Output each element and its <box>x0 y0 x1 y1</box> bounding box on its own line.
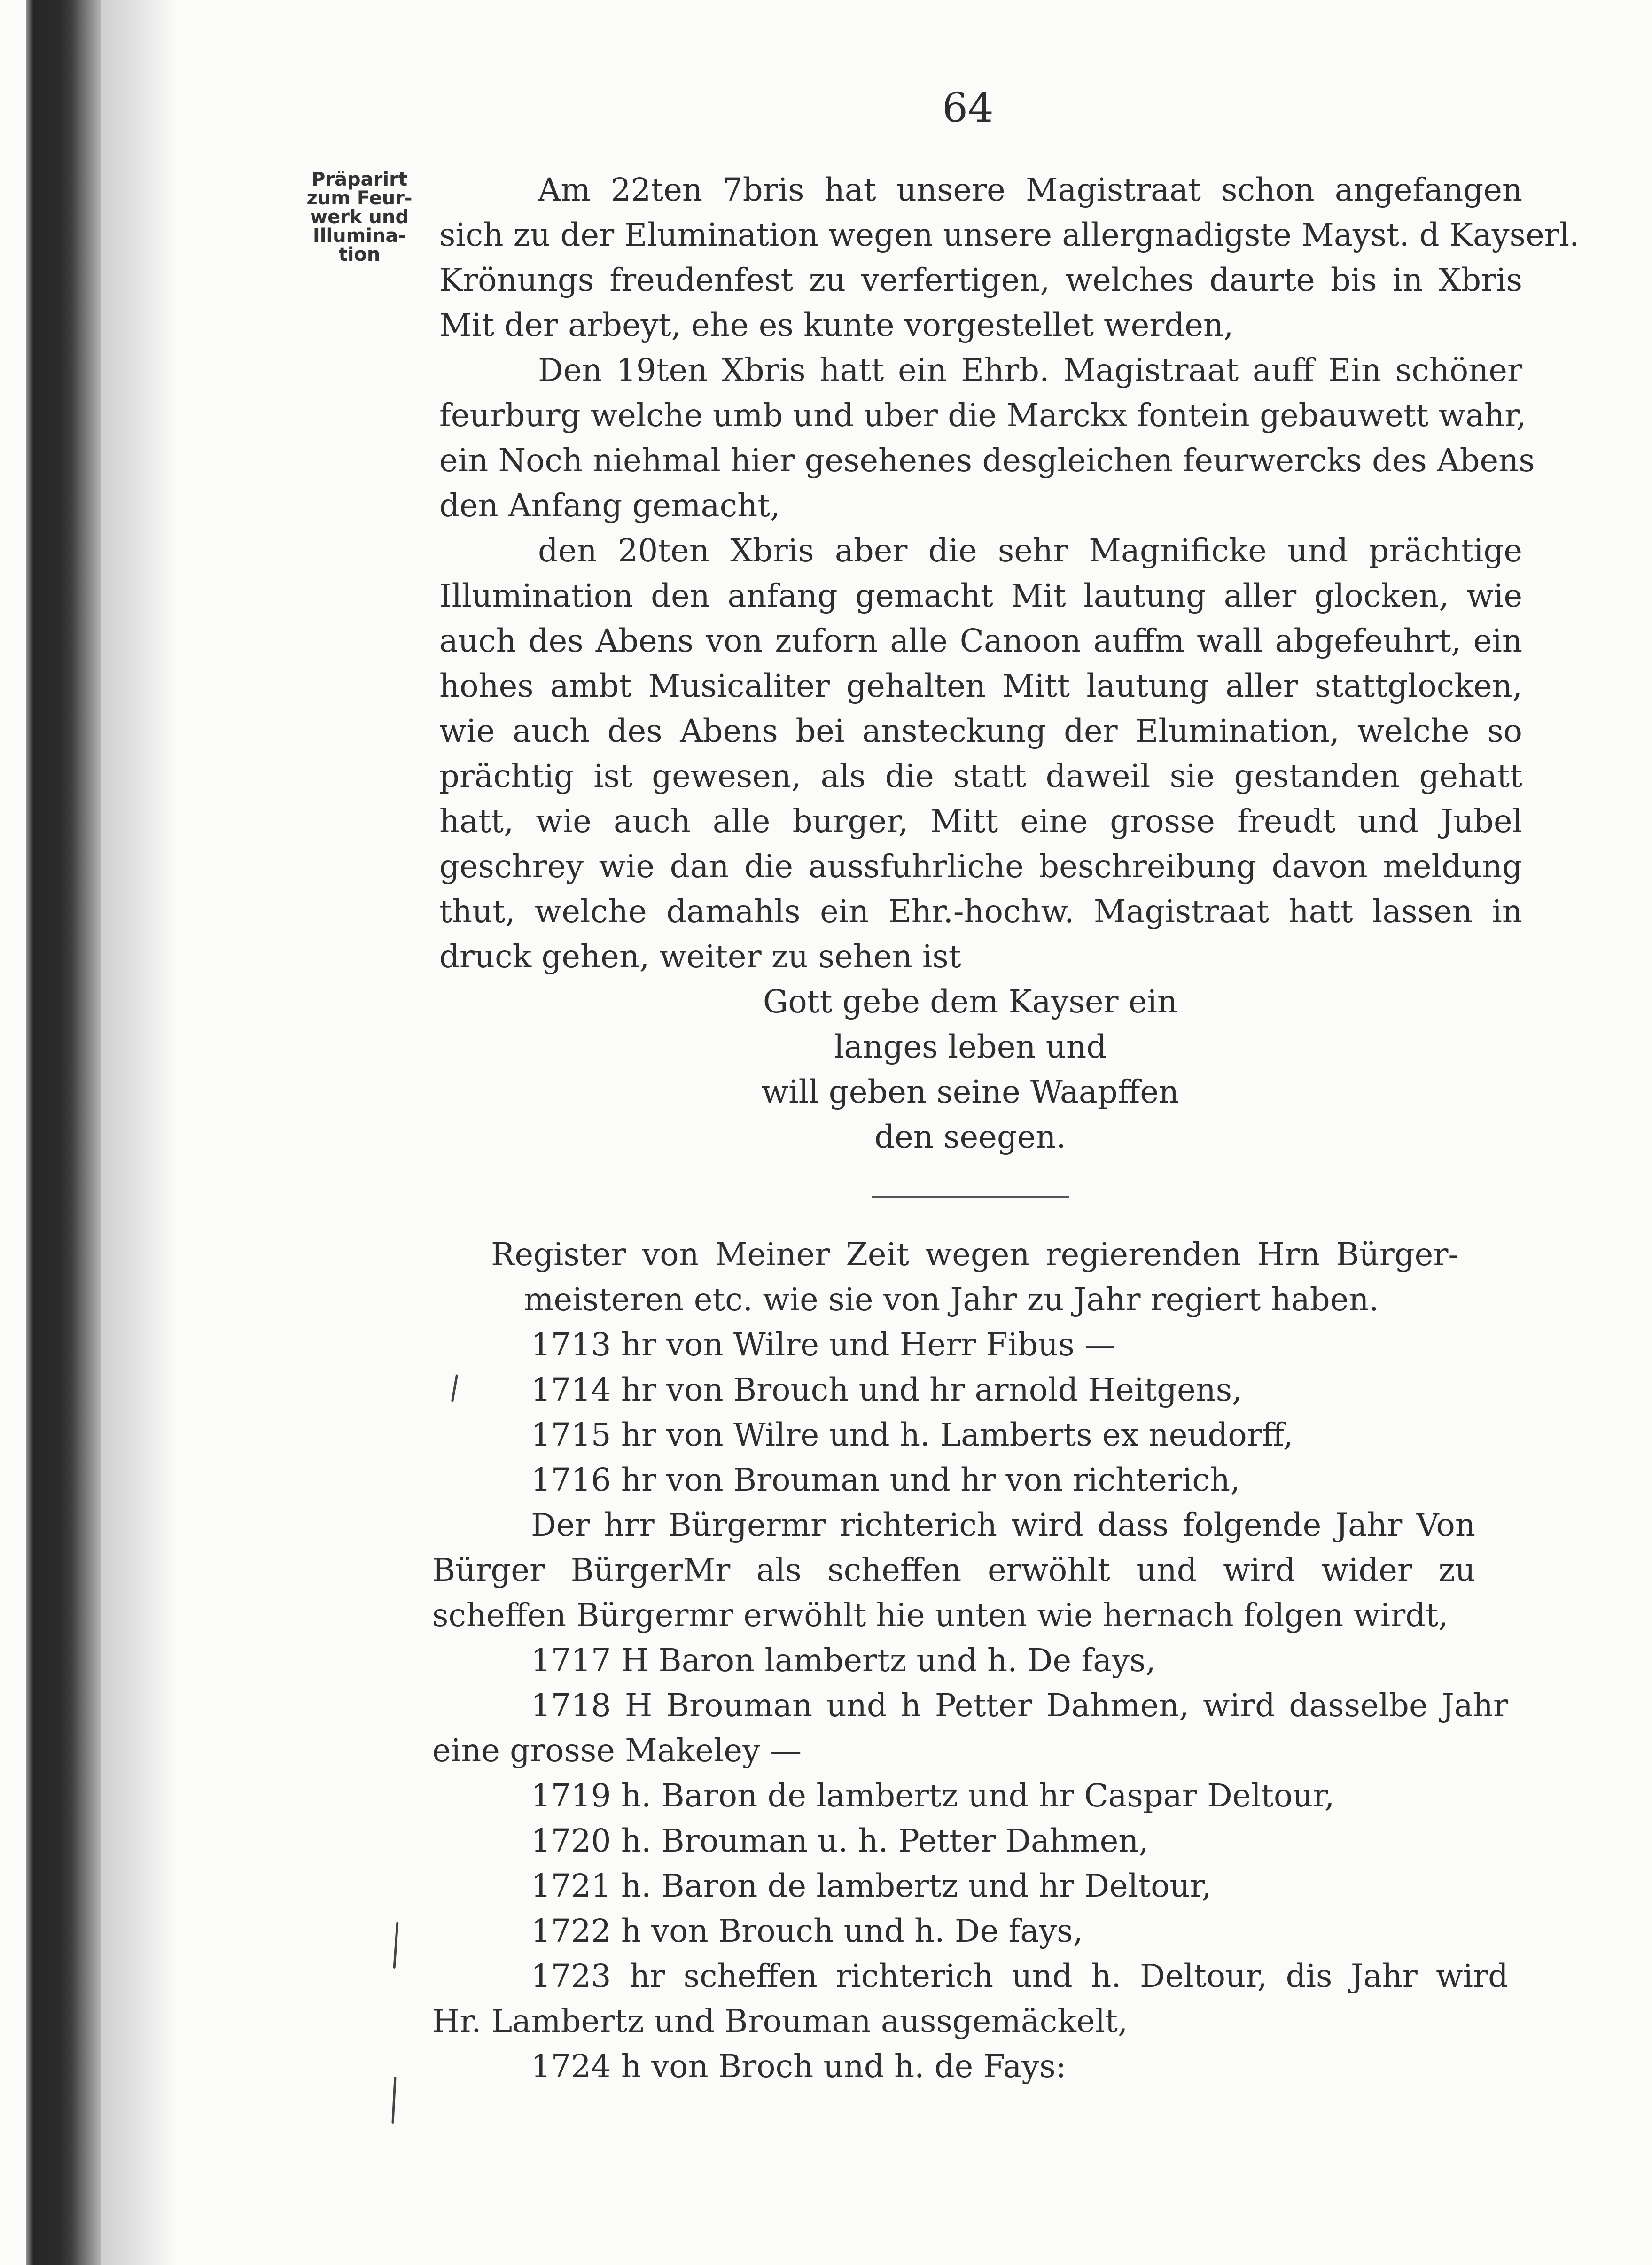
text-line: hohes ambt Musicaliter gehalten Mitt lautung aller stattglocken, <box>439 668 1522 704</box>
text-line: hatt, wie auch alle burger, Mitt eine grosse freudt und Jubel <box>439 803 1522 840</box>
verse-line: will geben seine Waapffen <box>761 1074 1179 1110</box>
text-line: auch des Abens von zuforn alle Canoon auffm wall abgefeuhrt, ein <box>439 623 1522 659</box>
register-heading-line: meisteren etc. wie sie von Jahr zu Jahr regiert haben. <box>524 1281 1379 1318</box>
margin-note-line: Präparirt <box>312 169 407 190</box>
register-entry: 1717 H Baron lambertz und h. De fays, <box>531 1642 1156 1679</box>
text-line: den 20ten Xbris aber die sehr Magnificke und prächtige <box>538 532 1522 569</box>
verse-line: Gott gebe dem Kayser ein <box>763 983 1178 1020</box>
margin-note-line: tion <box>338 244 381 265</box>
text-line: den Anfang gemacht, <box>439 487 780 524</box>
register-entry: 1718 H Brouman und h Petter Dahmen, wird dasselbe Jahr <box>531 1687 1508 1724</box>
text-line: ein Noch niehmal hier gesehenes desgleichen feurwercks des Abens <box>439 442 1535 479</box>
text-line: Der hrr Bürgermr richterich wird dass folgende Jahr Von <box>531 1507 1475 1543</box>
register-entry: 1721 h. Baron de lambertz und hr Deltour, <box>531 1868 1212 1904</box>
register-entry: 1720 h. Brouman u. h. Petter Dahmen, <box>531 1822 1149 1859</box>
register-entry: 1714 hr von Brouch und hr arnold Heitgens, <box>531 1371 1242 1408</box>
text-line: prächtig ist gewesen, als die statt daweil sie gestanden gehatt <box>439 758 1522 794</box>
text-line: Mit der arbeyt, ehe es kunte vorgestellet werden, <box>439 307 1234 343</box>
text-line: Krönungs freudenfest zu verfertigen, welches daurte bis in Xbris <box>439 262 1522 298</box>
text-line: feurburg welche umb und uber die Marckx fontein gebauwett wahr, <box>439 397 1527 434</box>
pencil-mark <box>391 2077 396 2124</box>
register-entry: 1724 h von Broch und h. de Fays: <box>531 2048 1067 2085</box>
page-number: 64 <box>942 85 994 132</box>
text-line: eine grosse Makeley — <box>432 1732 802 1769</box>
text-line: druck gehen, weiter zu sehen ist <box>439 938 961 975</box>
text-line: Den 19ten Xbris hatt ein Ehrb. Magistraat auff Ein schöner <box>538 352 1522 389</box>
register-heading-line: Register von Meiner Zeit wegen regierenden Hrn Bürger- <box>491 1236 1459 1273</box>
margin-note-line: zum Feur- <box>306 187 413 209</box>
text-line: sich zu der Elumination wegen unsere allergnadigste Mayst. d Kayserl. <box>439 217 1580 253</box>
register-entry: 1723 hr scheffen richterich und h. Deltour, dis Jahr wird <box>531 1958 1508 1994</box>
text-line: geschrey wie dan die aussfuhrliche beschreibung davon meldung <box>439 848 1522 885</box>
margin-note-line: Illumina- <box>312 225 406 247</box>
book-binding-shadow <box>26 0 101 2265</box>
register-entry: 1713 hr von Wilre und Herr Fibus — <box>531 1326 1116 1363</box>
text-line: Hr. Lambertz und Brouman aussgemäckelt, <box>432 2003 1128 2039</box>
text-line: wie auch des Abens bei ansteckung der Elumination, welche so <box>439 713 1522 749</box>
text-line: Am 22ten 7bris hat unsere Magistraat schon angefangen <box>538 171 1522 208</box>
verse-line: langes leben und <box>834 1028 1107 1065</box>
text-line: thut, welche damahls ein Ehr.-hochw. Magistraat hatt lassen in <box>439 893 1522 930</box>
text-line: scheffen Bürgermr erwöhlt hie unten wie hernach folgen wirdt, <box>432 1597 1449 1634</box>
text-line: Bürger BürgerMr als scheffen erwöhlt und wird wider zu <box>432 1552 1475 1588</box>
gutter-shadow <box>101 0 176 2265</box>
register-entry: 1719 h. Baron de lambertz und hr Caspar Deltour, <box>531 1777 1335 1814</box>
section-divider <box>872 1196 1069 1198</box>
pencil-mark <box>393 1922 399 1969</box>
register-entry: 1716 hr von Brouman und hr von richterich, <box>531 1462 1240 1498</box>
pencil-mark <box>451 1374 458 1402</box>
verse-line: den seegen. <box>874 1119 1066 1155</box>
margin-note-line: werk und <box>310 206 409 228</box>
text-line: Illumination den anfang gemacht Mit lautung aller glocken, wie <box>439 577 1522 614</box>
margin-note <box>277 170 442 264</box>
register-entry: 1715 hr von Wilre und h. Lamberts ex neudorff, <box>531 1417 1294 1453</box>
register-entry: 1722 h von Brouch und h. De fays, <box>531 1913 1083 1949</box>
